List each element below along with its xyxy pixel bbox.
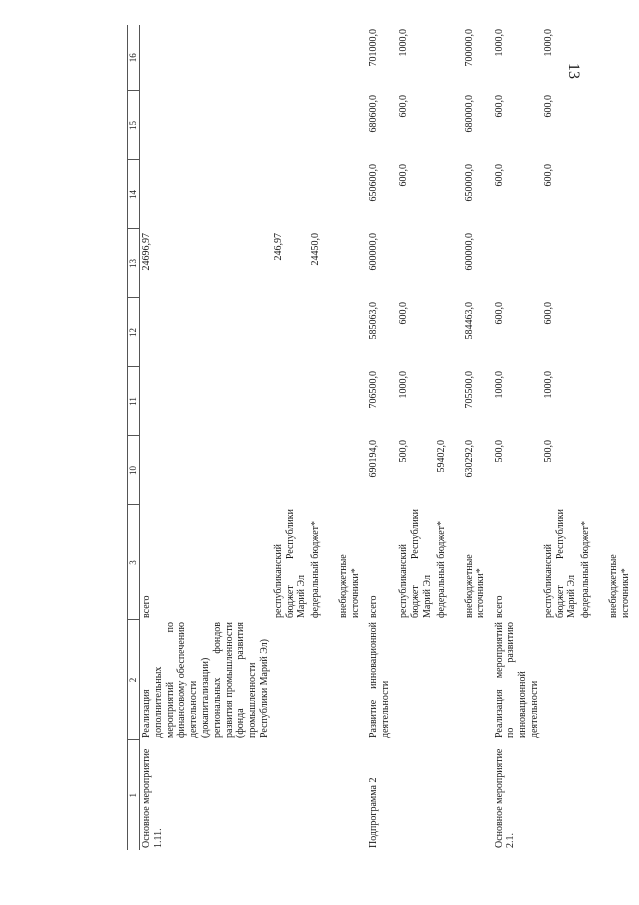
value-cell bbox=[140, 25, 272, 91]
row-description-cell bbox=[542, 620, 579, 740]
value-cell bbox=[607, 229, 637, 298]
row-label-cell bbox=[337, 740, 367, 850]
value-cell bbox=[607, 298, 637, 367]
funding-source-cell: федеральный бюджет* bbox=[310, 520, 322, 618]
row-label-cell bbox=[309, 740, 337, 850]
value-cell bbox=[579, 229, 607, 298]
table-row bbox=[542, 25, 579, 850]
funding-source-cell: всего bbox=[368, 595, 380, 618]
value-cell bbox=[272, 160, 309, 229]
value-cell bbox=[309, 160, 337, 229]
value-cell: 1000,0 bbox=[398, 371, 410, 399]
row-description-cell bbox=[272, 620, 309, 740]
funding-source-cell: внебюджетные источники* bbox=[608, 554, 631, 618]
rotated-table-container bbox=[127, 25, 631, 850]
value-cell bbox=[272, 367, 309, 436]
funding-source-cell: федеральный бюджет* bbox=[435, 520, 447, 618]
value-cell bbox=[579, 367, 607, 436]
row-description-cell: Реализация дополнительных мероприятий по финансовому обеспечению деятельности (докапитализации) региональных фондов развития промышленности (фонда развития промышленности Республики Марий Эл) bbox=[141, 622, 270, 738]
value-cell bbox=[579, 91, 607, 160]
table-row bbox=[272, 25, 309, 850]
value-cell bbox=[140, 298, 272, 367]
value-cell bbox=[337, 91, 367, 160]
row-description-cell bbox=[435, 620, 463, 740]
value-cell bbox=[272, 25, 309, 91]
row-description-cell bbox=[607, 620, 637, 740]
value-cell bbox=[337, 229, 367, 298]
header-cell: 2 bbox=[128, 620, 140, 740]
value-cell bbox=[397, 229, 434, 298]
row-description-cell: Реализация мероприятий по развитию инновационной деятельности bbox=[493, 622, 540, 738]
header-cell: 11 bbox=[128, 367, 140, 436]
value-cell: 650600,0 bbox=[368, 164, 380, 202]
value-cell: 500,0 bbox=[542, 440, 554, 463]
value-cell bbox=[272, 91, 309, 160]
table-row bbox=[337, 25, 367, 850]
funding-source-cell: всего bbox=[493, 595, 505, 618]
funding-source-cell: республиканский бюджет Республики Марий Эл bbox=[398, 509, 433, 618]
value-cell: 500,0 bbox=[398, 440, 410, 463]
value-cell: 1000,0 bbox=[493, 371, 505, 399]
page-number: 13 bbox=[565, 63, 582, 79]
value-cell bbox=[579, 25, 607, 91]
row-description-cell bbox=[579, 620, 607, 740]
value-cell bbox=[337, 367, 367, 436]
header-cell: 3 bbox=[128, 505, 140, 620]
table-row bbox=[435, 25, 463, 850]
row-label-cell bbox=[397, 740, 434, 850]
value-cell bbox=[435, 91, 463, 160]
value-cell bbox=[435, 367, 463, 436]
table-row bbox=[607, 25, 637, 850]
value-cell: 600,0 bbox=[542, 302, 554, 325]
row-label-cell: Подпрограмма 2 bbox=[368, 777, 380, 848]
value-cell: 59402,0 bbox=[435, 440, 447, 473]
value-cell bbox=[579, 298, 607, 367]
funding-source-cell: республиканский бюджет Республики Марий Эл bbox=[272, 509, 308, 618]
value-cell bbox=[272, 298, 309, 367]
value-cell: 600,0 bbox=[398, 302, 410, 325]
value-cell bbox=[309, 25, 337, 91]
funding-source-cell: федеральный бюджет* bbox=[580, 520, 592, 618]
row-label-cell bbox=[579, 740, 607, 850]
value-cell: 24450,0 bbox=[310, 233, 322, 266]
value-cell bbox=[337, 436, 367, 505]
table-row bbox=[140, 25, 272, 850]
table-row bbox=[367, 25, 397, 850]
value-cell: 650000,0 bbox=[463, 164, 475, 202]
value-cell: 600,0 bbox=[398, 164, 410, 187]
value-cell: 600,0 bbox=[493, 302, 505, 325]
header-cell: 14 bbox=[128, 160, 140, 229]
table-row bbox=[579, 25, 607, 850]
value-cell: 500,0 bbox=[493, 440, 505, 463]
value-cell bbox=[493, 229, 542, 298]
value-cell bbox=[337, 25, 367, 91]
value-cell bbox=[140, 160, 272, 229]
value-cell: 600000,0 bbox=[368, 233, 380, 271]
value-cell: 701000,0 bbox=[368, 29, 380, 67]
value-cell: 600,0 bbox=[542, 95, 554, 118]
value-cell bbox=[435, 25, 463, 91]
table-row bbox=[493, 25, 542, 850]
value-cell bbox=[579, 160, 607, 229]
value-cell bbox=[607, 25, 637, 91]
table-row bbox=[309, 25, 337, 850]
value-cell: 690194,0 bbox=[368, 440, 380, 478]
value-cell: 680600,0 bbox=[368, 95, 380, 133]
header-cell: 10 bbox=[128, 436, 140, 505]
row-label-cell bbox=[542, 740, 579, 850]
value-cell bbox=[309, 91, 337, 160]
value-cell bbox=[140, 367, 272, 436]
header-row bbox=[128, 25, 140, 850]
value-cell: 630292,0 bbox=[463, 440, 475, 478]
row-label-cell: Основное мероприятие 2.1. bbox=[493, 748, 517, 848]
table-row bbox=[463, 25, 493, 850]
funding-source-cell: внебюджетные источники* bbox=[338, 554, 361, 618]
header-cell: 16 bbox=[128, 25, 140, 91]
row-label-cell: Основное мероприятие 1.11. bbox=[141, 748, 164, 848]
value-cell bbox=[542, 229, 579, 298]
value-cell: 600000,0 bbox=[463, 233, 475, 271]
value-cell bbox=[337, 298, 367, 367]
value-cell bbox=[607, 160, 637, 229]
value-cell bbox=[140, 91, 272, 160]
value-cell bbox=[309, 436, 337, 505]
value-cell bbox=[435, 298, 463, 367]
table-row bbox=[397, 25, 434, 850]
value-cell bbox=[309, 298, 337, 367]
value-cell: 585063,0 bbox=[368, 302, 380, 340]
value-cell: 584463,0 bbox=[463, 302, 475, 340]
value-cell: 1000,0 bbox=[542, 371, 554, 399]
value-cell: 24696,97 bbox=[141, 233, 152, 271]
value-cell bbox=[272, 436, 309, 505]
value-cell: 680000,0 bbox=[463, 95, 475, 133]
row-label-cell bbox=[607, 740, 637, 850]
value-cell: 705500,0 bbox=[463, 371, 475, 409]
value-cell bbox=[435, 229, 463, 298]
value-cell bbox=[309, 367, 337, 436]
value-cell bbox=[607, 367, 637, 436]
funding-source-cell: всего bbox=[141, 595, 152, 618]
budget-table bbox=[127, 25, 637, 850]
header-cell: 13 bbox=[128, 229, 140, 298]
value-cell: 700000,0 bbox=[463, 29, 475, 67]
row-description-cell bbox=[397, 620, 434, 740]
row-description-cell bbox=[463, 620, 493, 740]
header-cell: 1 bbox=[128, 740, 140, 850]
row-description-cell bbox=[309, 620, 337, 740]
value-cell: 600,0 bbox=[398, 95, 410, 118]
value-cell: 600,0 bbox=[493, 95, 505, 118]
value-cell: 706500,0 bbox=[368, 371, 380, 409]
value-cell: 1000,0 bbox=[542, 29, 554, 57]
row-description-cell bbox=[337, 620, 367, 740]
row-label-cell bbox=[435, 740, 463, 850]
header-cell: 15 bbox=[128, 91, 140, 160]
row-label-cell bbox=[463, 740, 493, 850]
row-label-cell bbox=[272, 740, 309, 850]
funding-source-cell: внебюджетные источники* bbox=[463, 554, 487, 618]
header-cell: 12 bbox=[128, 298, 140, 367]
value-cell: 600,0 bbox=[493, 164, 505, 187]
value-cell bbox=[579, 436, 607, 505]
row-description-cell: Развитие инновационной деятельности bbox=[368, 622, 391, 738]
value-cell bbox=[607, 91, 637, 160]
value-cell bbox=[140, 436, 272, 505]
value-cell bbox=[607, 436, 637, 505]
funding-source-cell: республиканский бюджет Республики Марий Эл bbox=[542, 509, 578, 618]
value-cell bbox=[337, 160, 367, 229]
value-cell: 1000,0 bbox=[398, 29, 410, 57]
value-cell: 1000,0 bbox=[493, 29, 505, 57]
value-cell: 600,0 bbox=[542, 164, 554, 187]
value-cell: 246,97 bbox=[272, 233, 284, 261]
value-cell bbox=[435, 160, 463, 229]
